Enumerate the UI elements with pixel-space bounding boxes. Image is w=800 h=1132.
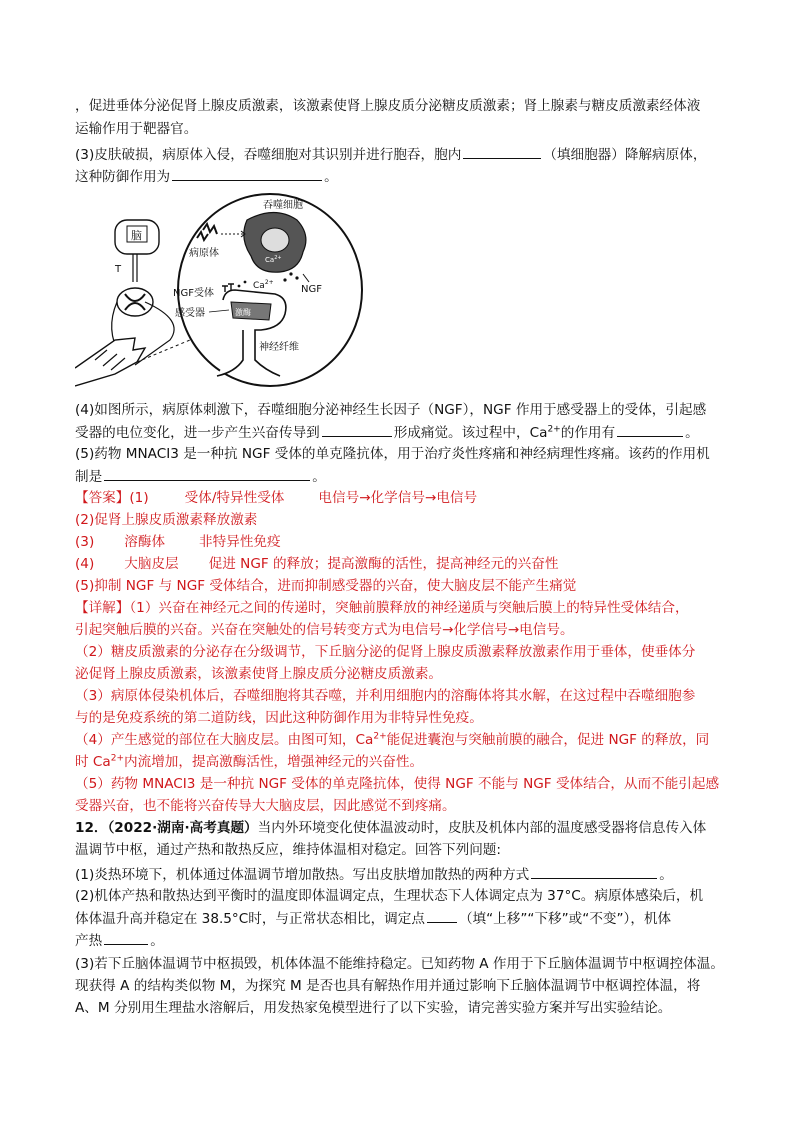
answer-blank[interactable] (531, 864, 657, 879)
answer-blank[interactable] (463, 144, 541, 159)
answer-text: (2)促肾上腺皮质激素释放激素 (75, 512, 258, 528)
detail-text: 时 Ca (75, 754, 111, 770)
text: 这种防御作用为 (75, 169, 171, 185)
hand-shape (75, 338, 145, 386)
question-source: （2022·湖南·高考真题） (107, 820, 258, 836)
answer-blank[interactable] (104, 930, 148, 945)
answer-text: 电信号→化学信号→电信号 (318, 490, 478, 506)
phagocyte-nucleus (261, 228, 289, 252)
phagocyte-label: 吞噬细胞 (263, 200, 303, 211)
ngf-dot (283, 278, 286, 281)
superscript: 2+ (373, 731, 387, 742)
receptor-label: 感受器 (175, 308, 205, 319)
t-label: T (115, 264, 122, 275)
answer-line (75, 488, 735, 508)
answer-blank[interactable] (322, 422, 392, 437)
detail-text: （5）药物 MNACI3 是一种抗 NGF 受体的单克隆抗体，使得 NGF 不能与 NGF 受体结合，从而不能引起感 (75, 776, 720, 792)
text-line (75, 166, 735, 187)
text: (1)炎热环境下，机体通过体温调节增加散热。写出皮肤增加散热的两种方式 (75, 867, 530, 883)
text: 。 (659, 867, 673, 883)
text: 产热 (75, 933, 103, 949)
text-line (75, 864, 735, 885)
detail-line (75, 708, 735, 728)
superscript: 2+ (110, 753, 125, 764)
detail-line (75, 642, 735, 662)
answer-text: 受体/特异性受体 (184, 490, 285, 506)
text-line (75, 96, 735, 116)
ngf-dot (238, 285, 241, 288)
text-line (75, 976, 735, 996)
text-line (75, 886, 735, 906)
superscript: 2+ (547, 424, 561, 435)
answer-text: 非特异性免疫 (199, 534, 281, 550)
pain-pathway-figure (75, 190, 435, 390)
answer-line (75, 576, 735, 596)
detail-text: 引起突触后膜的兴奋。兴奋在突触处的信号转变方式为电信号→化学信号→电信号。 (75, 622, 574, 638)
answer-blank[interactable] (172, 166, 322, 181)
text: （填细胞器）降解病原体， (543, 147, 707, 163)
ngf-label: NGF (301, 284, 322, 295)
answer-label: (3) (75, 534, 95, 550)
text: 制是 (75, 469, 103, 485)
answer-line (75, 510, 735, 530)
detail-line (75, 664, 735, 684)
text: 运输作用于靶器官。 (75, 121, 198, 137)
detail-line (75, 620, 735, 640)
text: 。 (685, 425, 699, 441)
text: (3)若下丘脑体温调节中枢损毁，机体体温不能维持稳定。已知药物 A 作用于下丘脑体温调节中枢调控体温。 (75, 956, 724, 972)
ngf-receptor-label: NGF受体 (173, 288, 214, 299)
detail-line (75, 598, 735, 618)
detail-text: （4）产生感觉的部位在大脑皮层。由图可知，Ca (75, 732, 374, 748)
text: 受器的电位变化，进一步产生兴奋传导到 (75, 425, 320, 441)
text: 。 (312, 469, 326, 485)
ngf-dot (289, 272, 292, 275)
detail-line (75, 752, 735, 772)
text: 形成痛觉。该过程中，Ca (393, 425, 548, 441)
answer-text: 大脑皮层 (124, 556, 179, 572)
detail-text: 【详解】（1）兴奋在神经元之间的传递时，突触前膜释放的神经递质与突触后膜上的特异性受体结合， (75, 600, 689, 616)
text: 温调节中枢，通过产热和散热反应，维持体温相对稳定。回答下列问题: (75, 842, 501, 858)
ca-label: $Ca^{2+}$ (253, 279, 274, 291)
text: 。 (324, 169, 338, 185)
text-line (75, 954, 735, 974)
spinal-cord (117, 288, 153, 316)
zoom-line (137, 340, 190, 362)
answer-label: 【答案】(1) (75, 490, 149, 506)
text-line (75, 466, 735, 487)
question-4-line (75, 422, 735, 443)
text: 当内外环境变化使体温波动时，皮肤及机体内部的温度感受器将信息传入体 (257, 820, 707, 836)
answer-blank[interactable] (104, 466, 310, 481)
detail-line (75, 686, 735, 706)
question-number: 12． (75, 820, 108, 836)
answer-blank[interactable] (427, 908, 457, 923)
ngf-dot (244, 281, 247, 284)
text-line (75, 840, 735, 860)
detail-text: （3）病原体侵染机体后，吞噬细胞将其吞噬，并利用细胞内的溶酶体将其水解，在这过程中吞噬细胞参 (75, 688, 696, 704)
text: 体体温升高并稳定在 38.5°C时，与正常状态相比，调定点 (75, 911, 425, 927)
detail-text: 与的是免疫系统的第二道防线，因此这种防御作用为非特异性免疫。 (75, 710, 483, 726)
answer-line (75, 532, 735, 552)
text-line (75, 998, 735, 1018)
text: （填“上移”“下移”或“不变”），机体 (458, 911, 672, 927)
vesicle-label: 激酶 (235, 308, 251, 317)
answer-text: (5)抑制 NGF 与 NGF 受体结合，进而抑制感受器的兴奋，使大脑皮层不能产生痛觉 (75, 578, 577, 594)
answer-label: (4) (75, 556, 95, 572)
text: (4)如图所示，病原体刺激下，吞噬细胞分泌神经生长因子（NGF），NGF 作用于感受器上的受体，引起感 (75, 402, 707, 418)
ngf-dot (295, 276, 298, 279)
text: (2)机体产热和散热达到平衡时的温度即体温调定点，生理状态下人体调定点为 37°C。病原体感染后，机 (75, 888, 704, 904)
text: 的作用有 (560, 425, 616, 441)
text-line (75, 119, 735, 139)
answer-text: 溶酶体 (124, 534, 166, 550)
question-12-line (75, 818, 735, 838)
detail-line (75, 730, 735, 750)
detail-text: 受器兴奋，也不能将兴奋传导大大脑皮层，因此感觉不到疼痛。 (75, 798, 456, 814)
text-line (75, 908, 735, 929)
text: A、M 分别用生理盐水溶解后，用发热家兔模型进行了以下实验，请完善实验方案并写出实验结论。 (75, 1000, 672, 1016)
text: ，促进垂体分泌促肾上腺皮质激素，该激素使肾上腺皮质分泌糖皮质激素；肾上腺素与糖皮质激素经体液 (75, 98, 701, 114)
nerve-fiber-label: 神经纤维 (259, 342, 299, 353)
pathogen-label: 病原体 (189, 248, 219, 259)
text: (3)皮肤破损，病原体入侵，吞噬细胞对其识别并进行胞吞，胞内 (75, 147, 462, 163)
detail-text: 泌促肾上腺皮质激素，该激素使肾上腺皮质分泌糖皮质激素。 (75, 666, 443, 682)
text: 现获得 A 的结构类似物 M，为探究 M 是否也具有解热作用并通过影响下丘脑体温调节中枢调控体温，将 (75, 978, 701, 994)
brain-label: 脑 (131, 229, 142, 242)
detail-line (75, 774, 735, 794)
detail-text: 内流增加，提高激酶活性，增强神经元的兴奋性。 (124, 754, 424, 770)
answer-blank[interactable] (617, 422, 683, 437)
text: (5)药物 MNACI3 是一种抗 NGF 受体的单克隆抗体，用于治疗炎性疼痛和神经病理性疼痛。该药的作用机 (75, 446, 710, 462)
text-line (75, 444, 735, 464)
detail-line (75, 796, 735, 816)
answer-text: 促进 NGF 的释放；提高激酶的活性，提高神经元的兴奋性 (208, 556, 559, 572)
text: 。 (150, 933, 164, 949)
answer-line (75, 554, 735, 574)
detail-text: 能促进囊泡与突触前膜的融合，促进 NGF 的释放，同 (386, 732, 710, 748)
text-line (75, 400, 735, 420)
detail-text: （2）糖皮质激素的分泌存在分级调节，下丘脑分泌的促肾上腺皮质激素释放激素作用于垂体，使垂体分 (75, 644, 696, 660)
question-3-line (75, 144, 735, 165)
phagocyte-ca-label: $Ca^{2+}$ (265, 255, 282, 264)
text-line (75, 930, 735, 951)
